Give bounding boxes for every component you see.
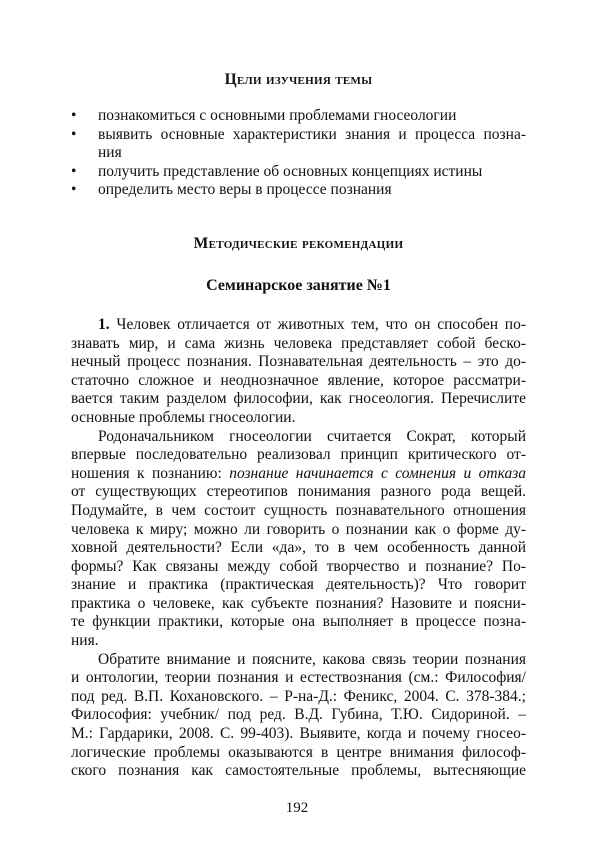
goal-line: познакомиться с основными проблемами гносеологии [98,107,457,124]
paragraph-line: логические проблемы оказываются в центре внимания философ- [71,743,526,761]
paragraph-line: от существующих стереотипов понимания разного рода вещей. [71,483,526,501]
goal-line: определить место веры в процессе познания [98,181,392,199]
paragraph-line: Обратите внимание и поясните, какова связь теории познания [98,650,526,668]
paragraph-line: ния. [71,632,99,650]
paragraph-line: знавать мир, и сама жизнь человека представляет собой беско- [71,334,526,352]
paragraph-line: основные проблемы гносеологии. [71,408,296,426]
italic-phrase: познание начинается с сомнения и отказа [229,464,526,482]
page-number: 192 [285,800,309,816]
paragraph-line: впервые последовательно реализовал принцип критического от- [71,446,526,464]
goal-line: ния [98,144,122,162]
list-item [71,163,526,182]
paragraph-line: те функции практики, которые она выполняет в процессе позна- [71,613,526,631]
paragraph-line: формы? Как связаны между собой творчество и познание? По- [71,557,526,575]
seminar-heading: Семинарское занятие №1 [206,276,391,294]
list-item [71,181,526,200]
goals-heading: Цели изучения темы [224,71,373,88]
paragraph-line: ского познания как самостоятельные проблемы, вытесняющие [71,762,526,780]
paragraph-line: человека к миру; можно ли говорить о познании как о форме ду- [71,520,526,538]
methodical-heading: Методические рекомендации [193,234,404,252]
list-item [71,107,526,126]
paragraph-line: практика о человеке, как субъекте познания? Назовите и поясни- [71,594,526,612]
paragraph-3 [71,651,526,781]
paragraph-line: нечный процесс познания. Познавательная деятельность – это до- [71,353,526,371]
paragraph-line: Подумайте, в чем состоит сущность познавательного отношения [71,501,526,519]
page-content [71,62,526,781]
goals-list [71,107,526,200]
paragraph-line: ховной деятельности? Если «да», то в чем особенность данной [71,539,526,557]
list-item [71,126,526,163]
goal-line: выявить основные характеристики знания и процесса позна- [98,125,526,143]
paragraph-line: 1. Человек отличается от животных тем, что он способен по- [98,315,526,333]
bullet-icon: • [71,125,77,143]
paragraph-line: Родоначальником гносеологии считается Сократ, который [98,427,526,445]
paragraph-line: и онтологии, теории познания и естествознания (см.: Философия/ [71,669,526,687]
paragraph-line: знание и практика (практическая деятельность)? Что говорит [71,576,526,594]
paragraph-1 [71,316,526,428]
question-number: 1. [98,315,110,333]
paragraph-line: ношения к познанию: познание начинается с сомнения и отказа [71,464,526,482]
paragraph-line: под ред. В.П. Кохановского. – Р-на-Д.: Феникс, 2004. С. 378-384.; [71,687,526,705]
bullet-icon: • [71,107,77,124]
paragraph-line: Философия: учебник/ под ред. В.Д. Губина, Т.Ю. Сидориной. – [71,706,526,724]
paragraph-2 [71,428,526,651]
bullet-icon: • [71,181,77,199]
paragraph-line: вается таким разделом философии, как гносеология. Перечислите [71,390,526,408]
bullet-icon: • [71,162,77,180]
goal-line: получить представление об основных концепциях истины [98,162,483,180]
paragraph-line: М.: Гардарики, 2008. С. 99-403). Выявите, когда и почему гносео- [71,725,526,743]
paragraph-line: статочно сложное и неоднозначное явление, которое рассматри- [71,371,526,389]
